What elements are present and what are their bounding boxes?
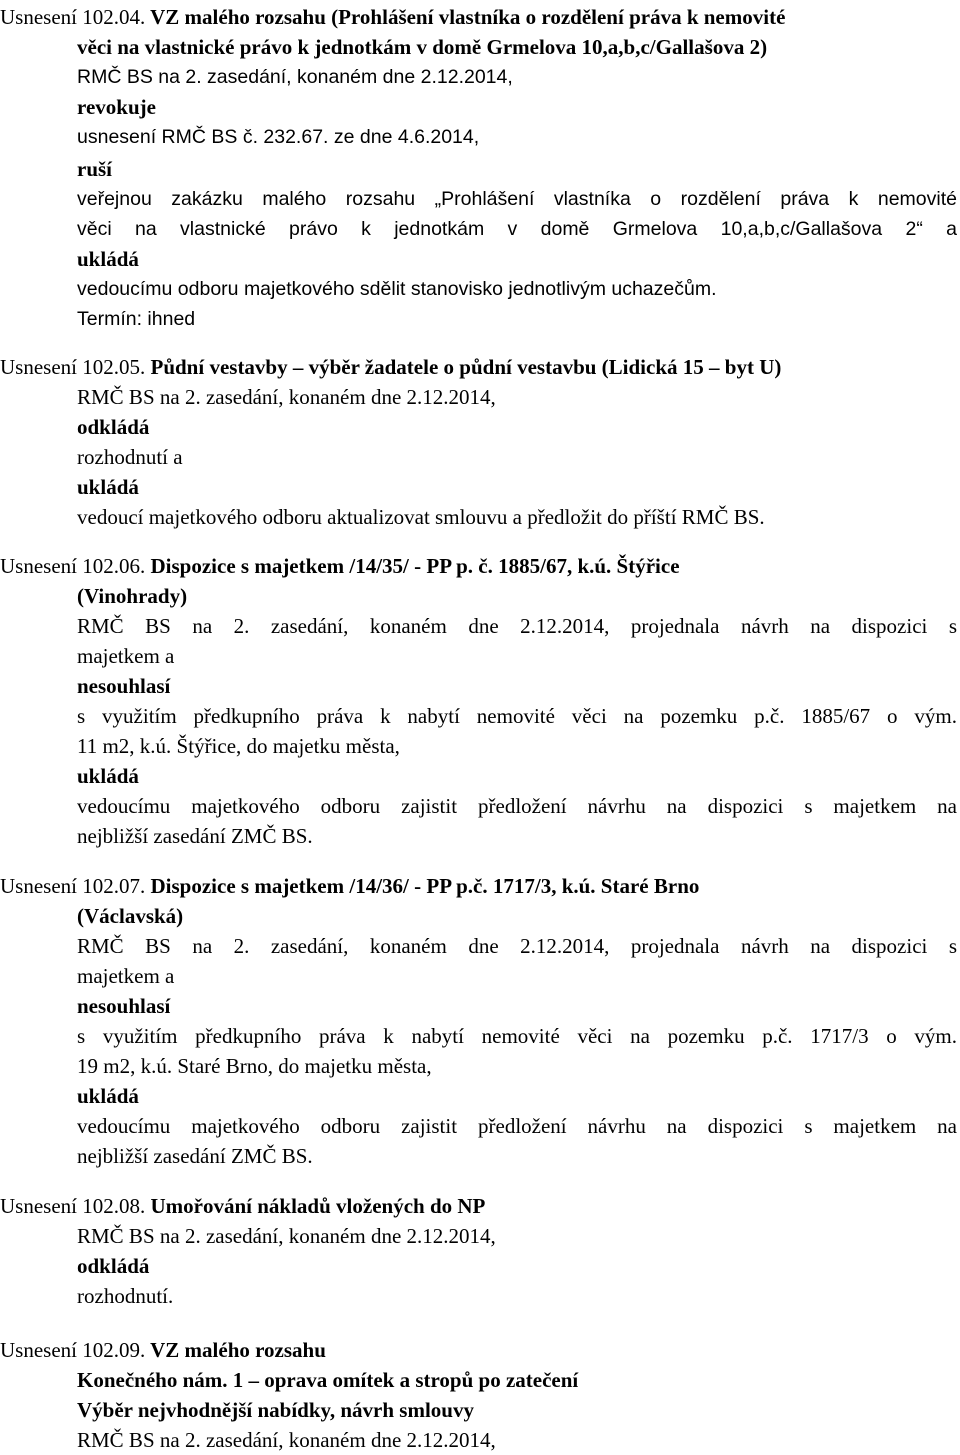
resolution-text: vedoucí majetkového odboru aktualizovat smlouvu a předložit do příští RMČ BS.	[77, 505, 765, 529]
resolution-text: rozhodnutí a	[77, 445, 183, 469]
resolution-title: VZ malého rozsahu	[145, 1338, 326, 1362]
resolution-number: Usnesení 102.07.	[0, 874, 146, 898]
resolution-title-continued: (Václavská)	[77, 904, 184, 928]
resolution-text: věci na vlastnické právo k jednotkám v domě Grmelova 10,a,b,c/Gallašova 2“ a	[77, 218, 957, 240]
resolution-text: RMČ BS na 2. zasedání, konaném dne 2.12.2014,	[77, 1428, 496, 1452]
resolution-text: RMČ BS na 2. zasedání, konaném dne 2.12.2014, projednala návrh na dispozici s	[77, 614, 957, 638]
resolution-text: RMČ BS na 2. zasedání, konaném dne 2.12.2014,	[77, 1224, 496, 1248]
resolution-title: VZ malého rozsahu (Prohlášení vlastníka o rozdělení práva k nemovité	[145, 5, 786, 29]
resolution-verb: revokuje	[77, 95, 156, 119]
resolution-heading	[0, 871, 699, 901]
resolution-verb: ukládá	[77, 764, 139, 788]
resolution-heading	[0, 1335, 326, 1365]
resolution-verb: odkládá	[77, 1254, 150, 1278]
resolution-heading	[0, 1191, 485, 1221]
resolution-number: Usnesení 102.09.	[0, 1338, 146, 1362]
resolution-text: vedoucímu majetkového odboru zajistit předložení návrhu na dispozici s majetkem na	[77, 1114, 957, 1138]
resolution-number: Usnesení 102.08.	[0, 1194, 146, 1218]
resolution-text: rozhodnutí.	[77, 1284, 174, 1308]
resolution-verb: ruší	[77, 157, 113, 181]
resolution-text: vedoucímu majetkového odboru zajistit předložení návrhu na dispozici s majetkem na	[77, 794, 957, 818]
resolution-title: Dispozice s majetkem /14/35/ - PP p. č. 1885/67, k.ú. Štýřice	[145, 554, 680, 578]
resolution-title: Umořování nákladů vložených do NP	[145, 1194, 486, 1218]
resolution-title-continued: (Vinohrady)	[77, 584, 188, 608]
resolution-text: vedoucímu odboru majetkového sdělit stanovisko jednotlivým uchazečům.	[77, 278, 717, 300]
resolution-verb: nesouhlasí	[77, 674, 171, 698]
resolution-verb: ukládá	[77, 1084, 139, 1108]
resolution-text: nejbližší zasedání ZMČ BS.	[77, 824, 313, 848]
resolution-text: nejbližší zasedání ZMČ BS.	[77, 1144, 313, 1168]
resolution-text: RMČ BS na 2. zasedání, konaném dne 2.12.2014,	[77, 66, 513, 88]
resolution-title: Dispozice s majetkem /14/36/ - PP p.č. 1717/3, k.ú. Staré Brno	[145, 874, 700, 898]
resolution-text: majetkem a	[77, 964, 175, 988]
resolution-verb: odkládá	[77, 415, 150, 439]
resolution-number: Usnesení 102.04.	[0, 5, 146, 29]
resolution-text: majetkem a	[77, 644, 175, 668]
resolution-verb: Výběr nejvhodnější nabídky, návrh smlouvy	[77, 1398, 474, 1422]
resolution-text: veřejnou zakázku malého rozsahu „Prohlášení vlastníka o rozdělení práva k nemovité	[77, 188, 957, 210]
resolution-verb: ukládá	[77, 247, 139, 271]
resolution-number: Usnesení 102.06.	[0, 554, 146, 578]
resolution-heading	[0, 2, 785, 32]
resolution-title: Půdní vestavby – výběr žadatele o půdní vestavbu (Lidická 15 – byt U)	[145, 355, 782, 379]
resolution-text: s využitím předkupního práva k nabytí nemovité věci na pozemku p.č. 1717/3 o vým.	[77, 1024, 957, 1048]
resolution-text: 11 m2, k.ú. Štýřice, do majetku města,	[77, 734, 400, 758]
resolution-text: RMČ BS na 2. zasedání, konaném dne 2.12.2014, projednala návrh na dispozici s	[77, 934, 957, 958]
resolution-text: RMČ BS na 2. zasedání, konaném dne 2.12.2014,	[77, 385, 496, 409]
resolution-verb: nesouhlasí	[77, 994, 171, 1018]
resolution-text: usnesení RMČ BS č. 232.67. ze dne 4.6.2014,	[77, 126, 480, 148]
resolution-text: 19 m2, k.ú. Staré Brno, do majetku města,	[77, 1054, 432, 1078]
resolution-text: Termín: ihned	[77, 308, 196, 330]
resolution-heading	[0, 352, 781, 382]
resolution-verb: ukládá	[77, 475, 139, 499]
resolution-text: s využitím předkupního práva k nabytí nemovité věci na pozemku p.č. 1885/67 o vým.	[77, 704, 957, 728]
resolution-title-continued: věci na vlastnické právo k jednotkám v domě Grmelova 10,a,b,c/Gallašova 2)	[77, 35, 768, 59]
resolution-verb: Konečného nám. 1 – oprava omítek a stropů po zatečení	[77, 1368, 579, 1392]
resolution-number: Usnesení 102.05.	[0, 355, 146, 379]
resolution-heading	[0, 551, 680, 581]
